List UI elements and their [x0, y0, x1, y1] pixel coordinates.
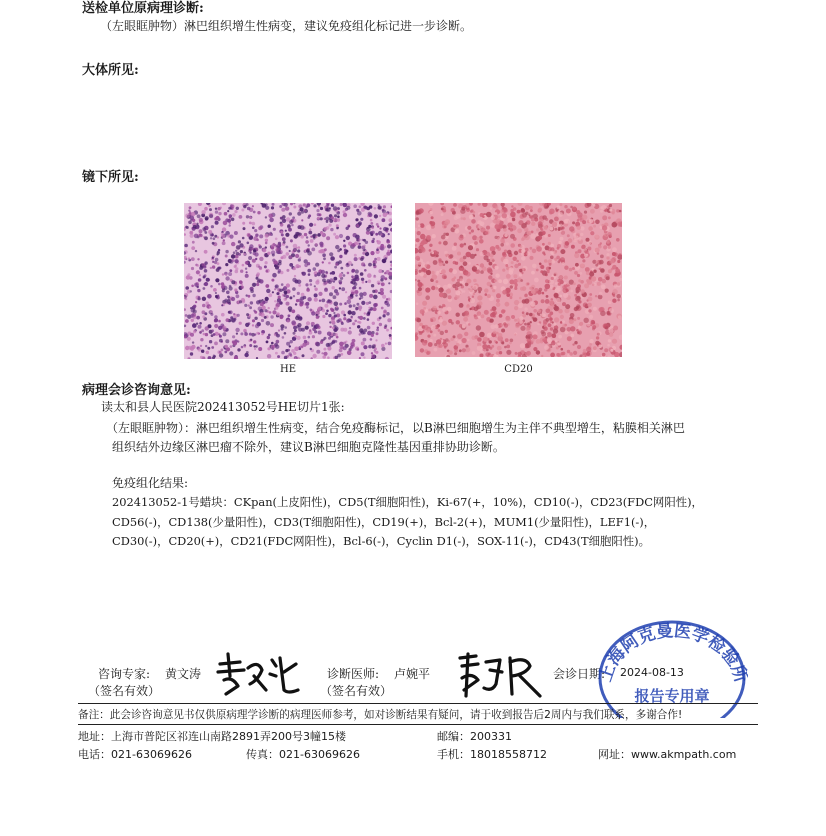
official-seal	[588, 608, 748, 718]
consultation-line-3: 组织结外边缘区淋巴瘤不除外，建议B淋巴细胞克隆性基因重排协助诊断。	[112, 440, 505, 454]
seal-outer-text: 上海阿克曼医学检验	[595, 621, 743, 685]
footer-divider	[78, 703, 758, 704]
doctor-sign-note: （签名有效）	[320, 684, 393, 698]
cd20-caption: CD20	[504, 364, 533, 375]
footer-phone: 电话：021-63069626	[78, 748, 192, 761]
he-micrograph-image	[184, 203, 392, 359]
ihc-line-3: CD30(-)，CD20(+)，CD21(FDC网阳性)，Bcl-6(-)，Cyclin D1(-)，SOX-11(-)，CD43(T细胞阳性)。	[112, 534, 650, 548]
cd20-micrograph-image	[415, 203, 622, 357]
he-micrograph	[184, 203, 392, 359]
consultation-line-2: （左眼眶肿物）：淋巴组织增生性病变，结合免疫酶标记，以B淋巴细胞增生为主伴不典型增生，粘膜相关淋巴	[106, 421, 685, 435]
footer-fax: 传真：021-63069626	[246, 748, 360, 761]
cd20-micrograph	[415, 203, 622, 357]
svg-text:上海阿克曼医学检验所	[595, 620, 748, 685]
consultant-sign-note: （签名有效）	[88, 684, 161, 698]
ihc-heading: 免疫组化结果:	[112, 476, 189, 490]
consultant-signature	[214, 650, 304, 700]
footer-website: 网址：www.akmpath.com	[598, 748, 737, 761]
doctor-signature	[456, 650, 546, 702]
seal-inner-text: 报告专用章	[634, 687, 710, 705]
ihc-line-2: CD56(-)，CD138(少量阳性)，CD3(T细胞阳性)，CD19(+)，Bcl-2(+)，MUM1(少量阳性)，LEF1(-)，	[112, 515, 656, 529]
gross-heading: 大体所见:	[82, 63, 139, 78]
ihc-line-1: 202413052-1号蜡块：CKpan(上皮阳性)，CD5(T细胞阳性)，Ki-67(+，10%)，CD10(-)，CD23(FDC网阳性)，	[112, 495, 703, 509]
date-label: 会诊日期:	[553, 667, 606, 681]
doctor-label: 诊断医师:	[327, 667, 380, 681]
consultant-label: 咨询专家:	[98, 667, 151, 681]
doctor-name: 卢婉平	[394, 667, 431, 681]
microscopy-heading: 镜下所见:	[82, 170, 139, 185]
consultant-name: 黄文涛	[165, 667, 202, 681]
original-diagnosis-text: （左眼眶肿物）淋巴组织增生性病变，建议免疫组化标记进一步诊断。	[100, 19, 473, 33]
consultation-date: 2024-08-13	[620, 666, 684, 679]
footer-postcode: 邮编：200331	[437, 730, 512, 743]
original-diagnosis-heading: 送检单位原病理诊断:	[82, 1, 204, 16]
footer-mobile: 手机：18018558712	[437, 748, 547, 761]
footer-note: 备注：此会诊咨询意见书仅供原病理学诊断的病理医师参考，如对诊断结果有疑问，请于收到报告后2周内与我们联系，多谢合作!	[78, 709, 683, 721]
footer-address: 地址：上海市普陀区祁连山南路2891弄200号3幢15楼	[78, 730, 346, 743]
he-caption: HE	[279, 364, 297, 375]
footer-divider-2	[78, 724, 758, 725]
consultation-line-1: 读太和县人民医院202413052号HE切片1张:	[101, 400, 345, 414]
consultation-heading: 病理会诊咨询意见:	[82, 383, 191, 398]
